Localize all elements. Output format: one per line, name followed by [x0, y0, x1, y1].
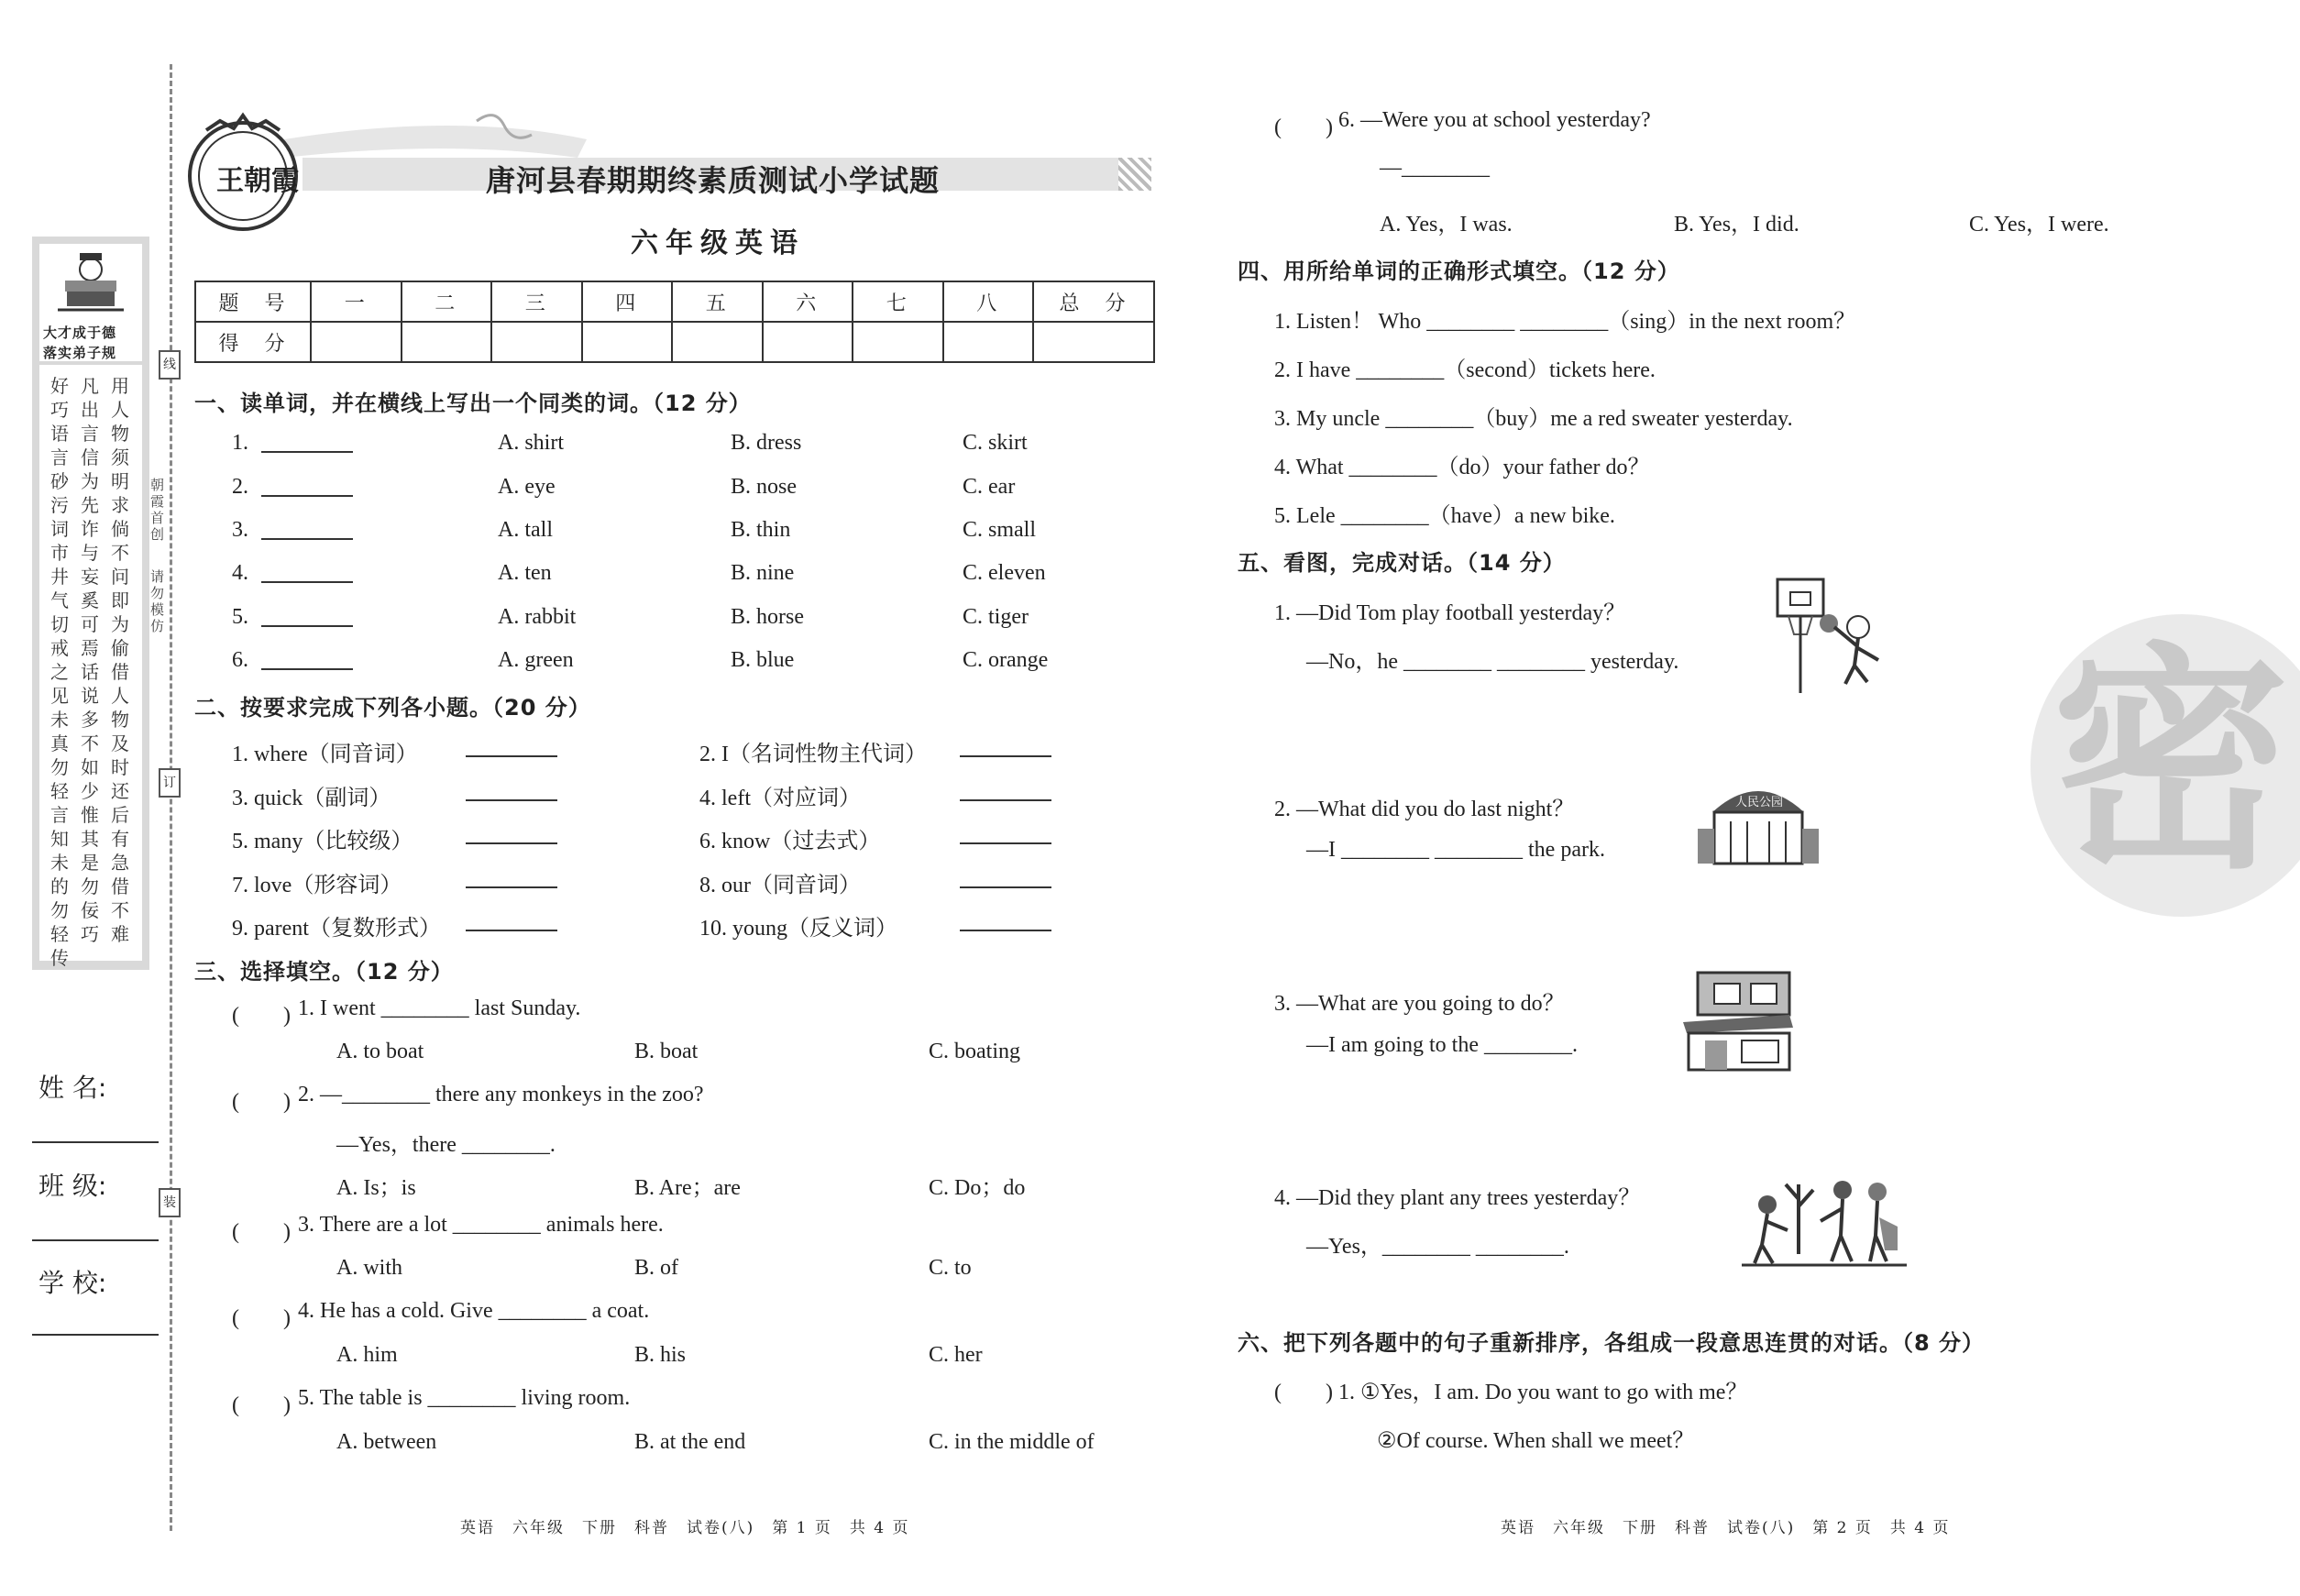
- s1-option-b: B. nine: [731, 561, 795, 585]
- s3-q6-opt-b: B. Yes，I did.: [1674, 213, 1799, 237]
- seal-fold-char: 装: [159, 1188, 181, 1217]
- s2-answer-blank[interactable]: [960, 842, 1051, 844]
- seal-line-char: 线: [159, 350, 181, 380]
- s3-q6-response: —________: [1380, 156, 1490, 180]
- mascot-panel: [39, 244, 142, 361]
- s1-option-c: C. small: [963, 518, 1037, 542]
- score-header-cell: 七: [853, 281, 943, 322]
- s3-q3-opt-a: A. with: [336, 1256, 402, 1280]
- s1-option-a: A. eye: [498, 475, 556, 499]
- score-label-cell: 得 分: [195, 322, 311, 362]
- s4-item: 5. Lele ________（have）a new bike.: [1274, 504, 1615, 528]
- score-value-row: [195, 322, 1154, 362]
- s2-item: 10. young（反义词）: [699, 917, 897, 941]
- s2-item: 8. our（同音词）: [699, 874, 861, 897]
- s3-q4-opt-a: A. him: [336, 1343, 398, 1367]
- s3-q2: 2. —________ there any monkeys in the zoo?: [298, 1083, 704, 1106]
- score-header-cell: 四: [582, 281, 673, 322]
- answer-paren[interactable]: ( ): [232, 1306, 291, 1330]
- score-cell[interactable]: [763, 322, 853, 362]
- s1-option-c: C. eleven: [963, 561, 1046, 585]
- s3-q4-opt-c: C. her: [929, 1343, 983, 1367]
- s3-q1-opt-b: B. boat: [634, 1040, 699, 1063]
- s1-option-b: B. nose: [731, 475, 797, 499]
- s2-answer-blank[interactable]: [466, 842, 557, 844]
- s1-option-a: A. green: [498, 648, 574, 672]
- score-header-cell: 一: [311, 281, 402, 322]
- score-header-cell: 三: [491, 281, 582, 322]
- s1-option-b: B. dress: [731, 431, 802, 455]
- s1-option-c: C. orange: [963, 648, 1049, 672]
- s3-q3-opt-c: C. to: [929, 1256, 972, 1280]
- score-cell[interactable]: [853, 322, 943, 362]
- scholar-icon: [39, 244, 142, 317]
- s2-item: 3. quick（副词）: [232, 787, 391, 810]
- s3-q6: 6. —Were you at school yesterday?: [1338, 108, 1651, 132]
- s3-q1-opt-c: C. boating: [929, 1040, 1020, 1063]
- section1-title: 一、读单词，并在横线上写出一个同类的词。（12 分）: [194, 391, 752, 416]
- s1-option-a: A. shirt: [498, 431, 564, 455]
- s1-num: 1.: [232, 431, 248, 455]
- s5-question: 1. —Did Tom play football yesterday？: [1274, 601, 1626, 625]
- score-cell[interactable]: [491, 322, 582, 362]
- score-cell[interactable]: [311, 322, 402, 362]
- s1-answer-blank[interactable]: [261, 451, 353, 453]
- strip-motto-2: 落实弟子规: [43, 345, 117, 361]
- score-header-cell: 六: [763, 281, 853, 322]
- score-cell[interactable]: [943, 322, 1034, 362]
- footer-page-1: 英语 六年级 下册 科普 试卷(八) 第 1 页 共 4 页: [460, 1519, 910, 1537]
- s1-num: 6.: [232, 648, 248, 672]
- s3-q3: 3. There are a lot ________ animals here.: [298, 1213, 664, 1237]
- seal-bind-char: 订: [159, 768, 181, 798]
- exam-subtitle: 六年级英语: [631, 227, 805, 259]
- planting-trees-picture: [1742, 1162, 1907, 1271]
- score-cell[interactable]: [1033, 322, 1154, 362]
- s1-option-a: A. tall: [498, 518, 553, 542]
- s1-option-a: A. rabbit: [498, 605, 577, 629]
- s2-item: 7. love（形容词）: [232, 874, 402, 897]
- s1-answer-blank[interactable]: [261, 668, 353, 670]
- s3-q5-opt-b: B. at the end: [634, 1430, 746, 1454]
- s5-answer: —I am going to the ________.: [1306, 1033, 1578, 1057]
- brand-name: 王朝霞: [216, 165, 299, 197]
- s2-item: 6. know（过去式）: [699, 830, 881, 853]
- s2-item: 4. left（对应词）: [699, 787, 861, 810]
- s2-item: 5. many（比较级）: [232, 830, 413, 853]
- basketball-picture: [1774, 576, 1888, 699]
- answer-paren[interactable]: ( ): [232, 1393, 291, 1417]
- section2-title: 二、按要求完成下列各小题。（20 分）: [194, 695, 591, 721]
- s1-answer-blank[interactable]: [261, 625, 353, 627]
- s5-question: 4. —Did they plant any trees yesterday？: [1274, 1186, 1641, 1210]
- s2-item: 2. I（名词性物主代词）: [699, 743, 927, 766]
- answer-paren[interactable]: ( ): [232, 1004, 291, 1028]
- s3-q6-opt-a: A. Yes，I was.: [1380, 213, 1513, 237]
- name-field[interactable]: [32, 1141, 159, 1143]
- s4-item: 4. What ________（do）your father do？: [1274, 456, 1650, 479]
- s3-q2-opt-c: C. Do；do: [929, 1176, 1026, 1200]
- s2-answer-blank[interactable]: [960, 755, 1051, 757]
- strip-motto-1: 大才成于德: [43, 325, 117, 341]
- s1-num: 2.: [232, 475, 248, 499]
- rules-panel: [39, 365, 142, 969]
- s2-item: 9. parent（复数形式）: [232, 917, 441, 941]
- score-header-cell: 八: [943, 281, 1034, 322]
- s1-answer-blank[interactable]: [261, 538, 353, 540]
- score-header-cell: 二: [402, 281, 492, 322]
- rules-column: 凡出言信为先诈与妄奚可焉话说多不如少惟其是勿佞巧: [81, 375, 99, 945]
- s2-answer-blank[interactable]: [960, 799, 1051, 801]
- score-cell[interactable]: [672, 322, 763, 362]
- s3-q3-opt-b: B. of: [634, 1256, 678, 1280]
- score-header-cell: 五: [672, 281, 763, 322]
- score-table: [194, 281, 1155, 363]
- answer-paren[interactable]: ( ): [232, 1220, 291, 1244]
- binding-line: [170, 64, 172, 1531]
- section5-title: 五、看图，完成对话。（14 分）: [1238, 550, 1566, 576]
- score-header-row: [195, 281, 1154, 322]
- s3-q5-opt-c: C. in the middle of: [929, 1430, 1095, 1454]
- s2-answer-blank[interactable]: [960, 886, 1051, 888]
- s1-option-a: A. ten: [498, 561, 552, 585]
- s1-option-b: B. blue: [731, 648, 795, 672]
- s4-item: 1. Listen！ Who ________ ________（sing）in the next room？: [1274, 310, 1856, 334]
- s2-answer-blank[interactable]: [466, 755, 557, 757]
- score-header-cell: 总 分: [1033, 281, 1154, 322]
- school-label: 学 校:: [39, 1268, 107, 1298]
- rules-column: 用人物须明求倘不问即为偷借人物及时还后有急借不难: [111, 375, 129, 945]
- s4-item: 2. I have ________（second）tickets here.: [1274, 358, 1656, 382]
- s1-option-b: B. horse: [731, 605, 804, 629]
- section4-title: 四、用所给单词的正确形式填空。（12 分）: [1238, 259, 1680, 284]
- s3-q4: 4. He has a cold. Give ________ a coat.: [298, 1299, 650, 1323]
- name-label: 姓 名:: [39, 1073, 107, 1103]
- vertical-note: 朝霞首创: [150, 477, 165, 543]
- s3-q1-opt-a: A. to boat: [336, 1040, 424, 1063]
- park-sign: 人民公园: [1735, 796, 1784, 809]
- s5-answer: —Yes，________ ________.: [1306, 1235, 1569, 1259]
- s1-answer-blank[interactable]: [261, 495, 353, 497]
- binding-strip: [32, 237, 149, 970]
- score-cell[interactable]: [582, 322, 673, 362]
- shop-building-picture: [1678, 967, 1797, 1076]
- s1-num: 3.: [232, 518, 248, 542]
- class-label: 班 级:: [39, 1171, 107, 1201]
- s2-answer-blank[interactable]: [466, 930, 557, 931]
- s2-answer-blank[interactable]: [960, 930, 1051, 931]
- s5-answer: —No，he ________ ________ yesterday.: [1306, 650, 1679, 674]
- rules-column: 好巧语言砂污词市井气切戒之见未真勿轻言知未的勿轻传: [50, 375, 69, 969]
- s3-q6-opt-c: C. Yes，I were.: [1969, 213, 2109, 237]
- vertical-note: 请勿模仿: [150, 568, 165, 634]
- s2-answer-blank[interactable]: [466, 799, 557, 801]
- class-field[interactable]: [32, 1239, 159, 1241]
- footer-page-2: 英语 六年级 下册 科普 试卷(八) 第 2 页 共 4 页: [1501, 1519, 1951, 1537]
- answer-paren[interactable]: ( ): [232, 1090, 291, 1114]
- title-band-pattern: [1118, 158, 1151, 191]
- s3-q1: 1. I went ________ last Sunday.: [298, 996, 581, 1020]
- s3-q2-response: —Yes，there ________.: [336, 1133, 556, 1157]
- s1-option-c: C. ear: [963, 475, 1016, 499]
- s1-option-b: B. thin: [731, 518, 791, 542]
- school-field[interactable]: [32, 1334, 159, 1336]
- s4-item: 3. My uncle ________（buy）me a red sweater yesterday.: [1274, 407, 1793, 431]
- s3-q5: 5. The table is ________ living room.: [298, 1386, 631, 1410]
- s5-question: 2. —What did you do last night？: [1274, 798, 1575, 821]
- s1-option-c: C. tiger: [963, 605, 1029, 629]
- s3-q2-opt-b: B. Are；are: [634, 1176, 741, 1200]
- s1-num: 5.: [232, 605, 248, 629]
- s3-q2-opt-a: A. Is；is: [336, 1176, 416, 1200]
- s1-num: 4.: [232, 561, 248, 585]
- watermark-char: 密: [2052, 624, 2290, 901]
- section6-title: 六、把下列各题中的句子重新排序，各组成一段意思连贯的对话。（8 分）: [1238, 1330, 1986, 1356]
- s5-answer: —I ________ ________ the park.: [1306, 838, 1605, 862]
- score-header-cell: 题 号: [195, 281, 311, 322]
- s1-option-c: C. skirt: [963, 431, 1028, 455]
- s6-q1-line-b: ②Of course. When shall we meet？: [1377, 1429, 1695, 1453]
- park-gate-picture: [1694, 776, 1822, 871]
- answer-paren[interactable]: ( ): [1274, 1381, 1333, 1404]
- score-cell[interactable]: [402, 322, 492, 362]
- section3-title: 三、选择填空。（12 分）: [194, 959, 454, 985]
- s2-answer-blank[interactable]: [466, 886, 557, 888]
- exam-title: 唐河县春期期终素质测试小学试题: [486, 163, 941, 198]
- s5-question: 3. —What are you going to do？: [1274, 992, 1565, 1016]
- s2-item: 1. where（同音词）: [232, 743, 418, 766]
- answer-paren[interactable]: ( ): [1274, 116, 1333, 139]
- s1-answer-blank[interactable]: [261, 581, 353, 583]
- s3-q5-opt-a: A. between: [336, 1430, 437, 1454]
- s6-q1-line-a: 1. ①Yes，I am. Do you want to go with me？: [1338, 1381, 1748, 1404]
- s3-q4-opt-b: B. his: [634, 1343, 687, 1367]
